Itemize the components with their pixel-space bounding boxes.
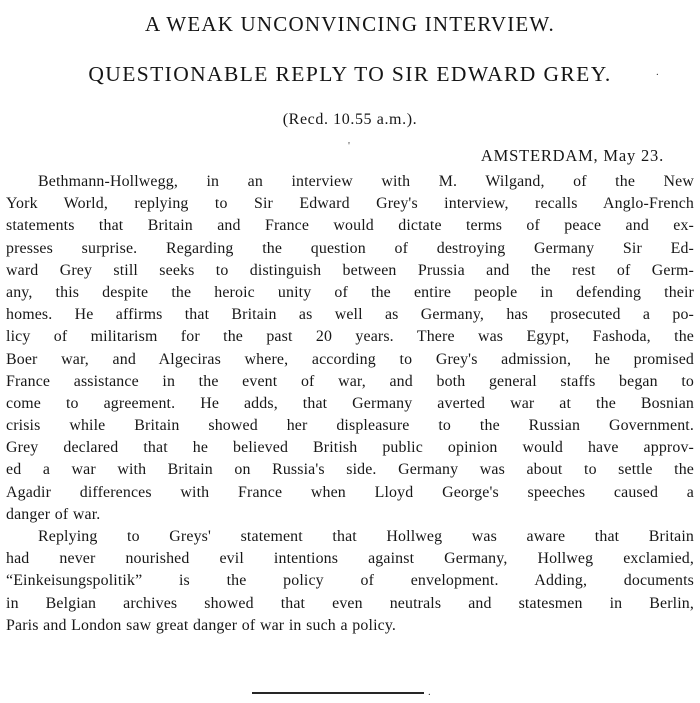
print-speck: .: [656, 66, 659, 78]
print-speck: ': [348, 140, 350, 152]
text-line: Agadir differences with France when Lloyd George's speeches caused a: [6, 483, 694, 501]
text-line: statements that Britain and France would dictate terms of peace and ex-: [6, 217, 694, 235]
text-line: York World, replying to Sir Edward Grey's interview, recalls Anglo-French: [6, 195, 694, 213]
text-line: danger of war.: [6, 505, 101, 523]
headline-primary: A WEAK UNCONVINCING INTERVIEW.: [145, 12, 555, 36]
text-line: in Belgian archives showed that even neutrals and statesmen in Berlin,: [6, 594, 694, 612]
received-time: (Recd. 10.55 a.m.).: [282, 111, 418, 128]
text-line: “Einkeisungspolitik” is the policy of envelopment. Adding, documents: [6, 572, 694, 590]
text-line: Paris and London saw great danger of war in such a policy.: [6, 616, 397, 634]
headline-secondary: QUESTIONABLE REPLY TO SIR EDWARD GREY.: [88, 62, 612, 86]
text-line: ward Grey still seeks to distinguish between Prussia and the rest of Germ-: [6, 261, 694, 279]
text-line: Boer war, and Algeciras where, according to Grey's admission, he promised: [6, 350, 694, 368]
text-line: ed a war with Britain on Russia's side. Germany was about to settle the: [6, 461, 694, 479]
text-line: Grey declared that he believed British public opinion would have approv-: [6, 439, 694, 457]
text-line: licy of militarism for the past 20 years. There was Egypt, Fashoda, the: [6, 328, 694, 346]
dateline: AMSTERDAM, May 23.: [480, 146, 664, 165]
text-line: Replying to Greys' statement that Hollweg was aware that Britain: [38, 528, 694, 545]
article-body: [6, 171, 694, 637]
text-line: come to agreement. He adds, that Germany averted war at the Bosnian: [6, 394, 694, 412]
print-speck: .: [428, 686, 431, 698]
text-line: homes. He affirms that Britain as well as Germany, has prosecuted a po-: [6, 306, 694, 324]
paragraph-1: [6, 171, 694, 526]
text-line: presses surprise. Regarding the question of destroying Germany Sir Ed-: [6, 239, 694, 257]
closing-rule: [252, 692, 424, 694]
text-line: had never nourished evil intentions against Germany, Hollweg exclamied,: [6, 550, 694, 568]
text-line: crisis while Britain showed her displeasure to the Russian Government.: [6, 417, 694, 435]
text-line: Bethmann-Hollwegg, in an interview with M. Wilgand, of the New: [38, 173, 694, 190]
paragraph-2: [6, 526, 694, 637]
text-line: any, this despite the heroic unity of the entire people in defending their: [6, 283, 694, 301]
text-line: France assistance in the event of war, and both general staffs began to: [6, 372, 694, 390]
